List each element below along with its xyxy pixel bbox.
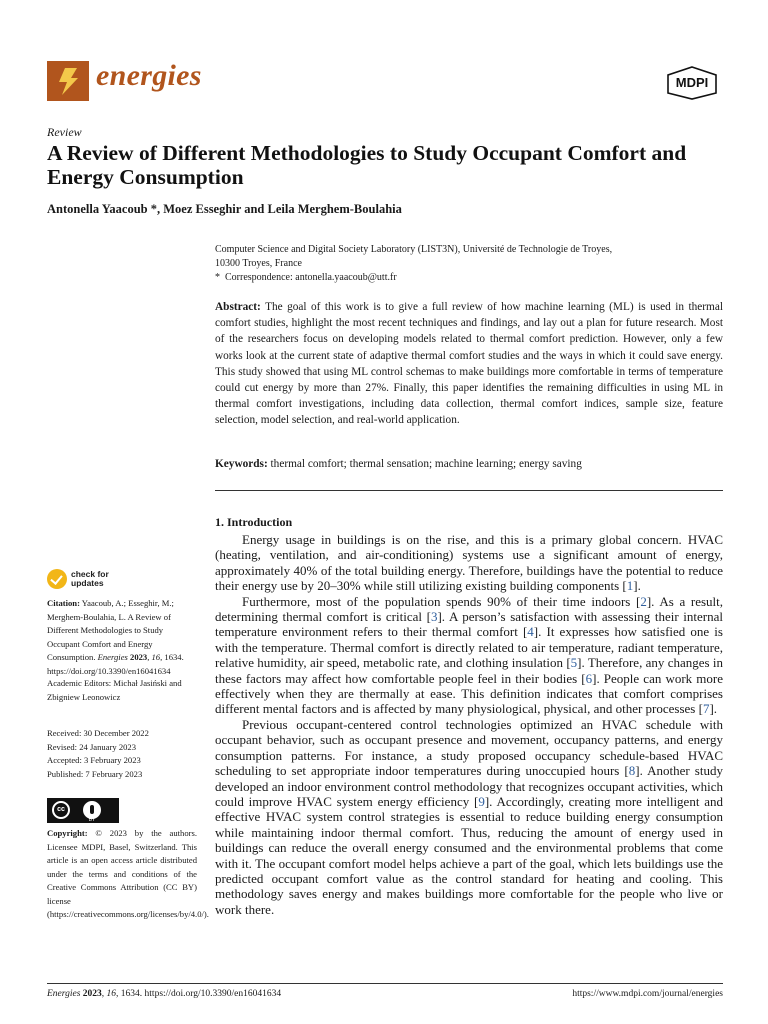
date-revised: Revised: 24 January 2023 (47, 741, 137, 752)
article-authors: Antonella Yaacoub *, Moez Esseghir and Leila Merghem-Boulahia (47, 202, 402, 216)
keywords-label: Keywords: (215, 458, 268, 470)
reference-link[interactable]: 4 (527, 624, 534, 640)
lightning-icon (47, 61, 89, 101)
journal-logo (47, 61, 89, 101)
correspondence-email: Correspondence: antonella.yaacoub@utt.fr (225, 272, 397, 283)
keywords (215, 456, 723, 472)
date-accepted: Accepted: 3 February 2023 (47, 755, 141, 765)
cc-by-license-badge[interactable] (47, 798, 119, 823)
correspondence (215, 271, 735, 285)
copyright-label: Copyright: (47, 828, 88, 838)
reference-link[interactable]: 9 (478, 793, 485, 809)
affiliation (215, 243, 735, 285)
check-icon (47, 569, 67, 589)
abstract (215, 299, 723, 429)
reference-link[interactable]: 5 (570, 655, 578, 671)
abstract-label: Abstract: (215, 301, 261, 313)
article-type: Review (47, 125, 82, 139)
journal-name: energies (96, 59, 202, 92)
publisher-logo (664, 66, 720, 100)
check-updates-label: updates (71, 578, 104, 588)
article-title: A Review of Different Methodologies to Study Occupant Comfort and Energy Consumption (47, 141, 687, 189)
reference-link[interactable]: 2 (640, 593, 647, 609)
affiliation-line: 10300 Troyes, France (215, 258, 302, 269)
paragraph: Previous occupant-centered control technologies optimized an HVAC schedule with occupant behavior, such as occupant presence and movement, occupancy patterns, and energy consumption patterns. For instance, a study proposed occupancy schedule-based HVAC scheduling to set appropriate indoor temperatures during unoccupied hours [8]. Another study developed an indoor environment control methodology that recognizes occupant activities, which could improve HVAC system energy efficiency [9]. Accordingly, creating more intelligent and effective HVAC system control strategies is essential to reduce building energy consumption while maintaining indoor thermal comfort. Thus, reducing the amount of energy used in buildings can reduce the overall energy consumed and the environmental problems that come with it. The occupant comfort model helps achieve a part of the goal, which lets buildings use the predicted occupant comfort value as the control standard for heating and cooling. This methodology saves energy and makes buildings more comfortable for the people who live or work there. (215, 716, 723, 917)
section-body (215, 532, 723, 917)
affiliation-line: Computer Science and Digital Society Laboratory (LIST3N), Université de Technologie de Troyes, (215, 244, 613, 255)
citation-label: Citation: (47, 598, 80, 608)
academic-editors: Academic Editors: Michał Jasiński and Zbigniew Leonowicz (47, 678, 182, 702)
check-for-updates-button[interactable] (47, 569, 109, 589)
reference-link[interactable]: 8 (628, 763, 636, 779)
divider (215, 490, 723, 491)
reference-link[interactable]: 3 (430, 609, 438, 625)
copyright: Copyright: © 2023 by the authors. Licensee MDPI, Basel, Switzerland. This article is an open access article distributed under the terms and conditions of the Creative Commons Attribution (CC BY) license (https://creativecommons.org/licenses/by/4.0/). (47, 828, 209, 919)
abstract-text: The goal of this work is to give a full review of how machine learning (ML) is used in thermal comfort studies, highlight the most recent techniques and findings, and lay out a plan for future research. Most of the researchers focus on developing models related to thermal comfort prediction. However, only a few works look at the current state of adaptive thermal comfort studies and the ways in which it could save energy. This study showed that using ML control schemas to make buildings more comfortable in terms of temperature could cut energy by more than 27%. Finally, this paper identifies the remaining difficulties in using ML in thermal comfort investigations, including data collection, thermal comfort indices, sample size, feature selection, model selection, and real-world application. (215, 301, 723, 427)
publisher-name: MDPI (675, 75, 709, 90)
reference-link[interactable]: 6 (585, 670, 593, 686)
footer-divider (47, 983, 723, 984)
section-heading: 1. Introduction (215, 515, 293, 529)
footer-journal-url[interactable]: https://www.mdpi.com/journal/energies (572, 989, 723, 999)
reference-link[interactable]: 7 (702, 701, 710, 717)
correspondence-mark: * (215, 272, 220, 283)
check-updates-label: check for (71, 569, 109, 579)
date-received: Received: 30 December 2022 (47, 728, 149, 738)
keywords-text: thermal comfort; thermal sensation; machine learning; energy saving (270, 458, 582, 470)
paragraph: Energy usage in buildings is on the rise, and this is a primary global concern. HVAC (heating, ventilation, and air-conditioning) systems use a significant amount of energy, approximately 40% of the total building energy. Therefore, buildings have the potential to reduce their energy use by 20–30% while still utilizing existing building components [1]. (215, 532, 723, 594)
date-published: Published: 7 February 2023 (47, 768, 143, 779)
footer-citation: Energies 2023, 16, 1634. https://doi.org/10.3390/en16041634 (47, 989, 282, 999)
publication-dates (47, 727, 197, 781)
citation: Citation: Yaacoub, A.; Esseghir, M.; Merghem-Boulahia, L. A Review of Different Methodologies to Study Occupant Comfort and Energy Consumption. Energies 2023, 16, 1634. https://doi.org/10.3390/en16041634 (47, 598, 184, 676)
paragraph: Furthermore, most of the population spends 90% of their time indoors [2]. As a result, determining thermal comfort is critical [3]. A person’s satisfaction with assessing their internal temperature environment refers to their thermal comfort [4]. It expresses how satisfied one is with the temperature. Thermal comfort is directly related to air temperature, radiant temperature, relative humidity, air speed, metabolic rate, and clothing insulation [5]. Therefore, any changes in these factors may affect how comfortable people feel in their bodies [6]. People can work more effectively when they are thermally at ease. This definition indicates that comfort comprises different mental factors and is affected by many physiological, physical, and other processes [7]. (215, 593, 724, 717)
by-label: BY (88, 817, 96, 823)
reference-link[interactable]: 1 (626, 578, 634, 594)
creative-commons-icon: cc (52, 801, 70, 819)
